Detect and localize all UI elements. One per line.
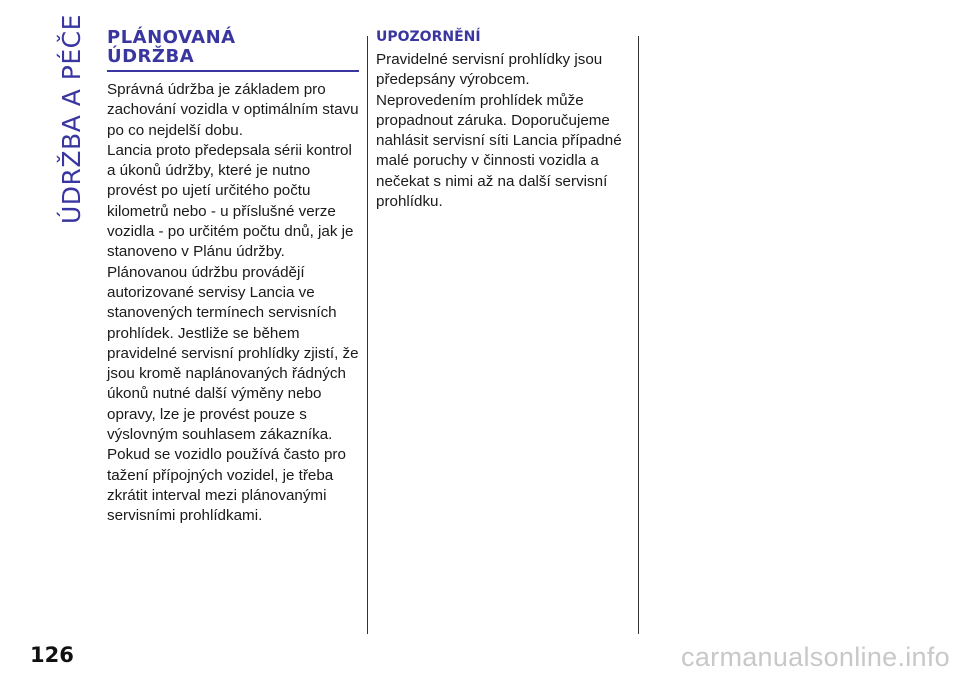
left-column — [107, 28, 359, 527]
column-divider — [638, 36, 639, 634]
body-paragraph: Lancia proto předepsala sérii kontrol a úkonů údržby, které je nutno provést po ujetí určitého počtu kilometrů nebo - u příslušné verze vozidla - po určitém počtu dnů, jak je stanoveno v Plánu údržby. — [107, 141, 354, 261]
heading-line-1: PLÁNOVANÁ — [107, 27, 236, 48]
body-paragraph: Správná údržba je základem pro zachování vozidla v optimálním stavu po co nejdelší dobu. — [107, 81, 359, 139]
warning-text: Pravidelné servisní prohlídky jsou předepsány výrobcem. Neprovedením prohlídek může propadnout záruka. Doporučujeme nahlásit servisní síti Lancia případné malé poruchy v činnosti vozidla a nečekat s nimi až na další servisní prohlídku. — [376, 51, 622, 211]
column-divider — [367, 36, 368, 634]
section-tab-label: ÚDRŽBA A PÉČE — [57, 14, 86, 224]
heading-line-2: ÚDRŽBA — [107, 46, 195, 67]
section-tab — [52, 14, 88, 224]
watermark: carmanualsonline.info — [681, 642, 950, 672]
page-number: 126 — [30, 643, 74, 667]
section-heading — [107, 28, 359, 72]
warning-box — [376, 28, 626, 212]
warning-title: UPOZORNĚNÍ — [376, 29, 481, 45]
body-paragraph: Plánovanou údržbu provádějí autorizované servisy Lancia ve stanovených termínech servisních prohlídek. Jestliže se během pravidelné servisní prohlídky zjistí, že jsou kromě naplánovaných řádných úkonů nutné další výměny nebo opravy, lze je provést pouze s výslovným souhlasem zákazníka. Pokud se vozidlo používá často pro tažení přípojných vozidel, je třeba zkrátit interval mezi plánovanými servisními prohlídkami. — [107, 263, 359, 525]
